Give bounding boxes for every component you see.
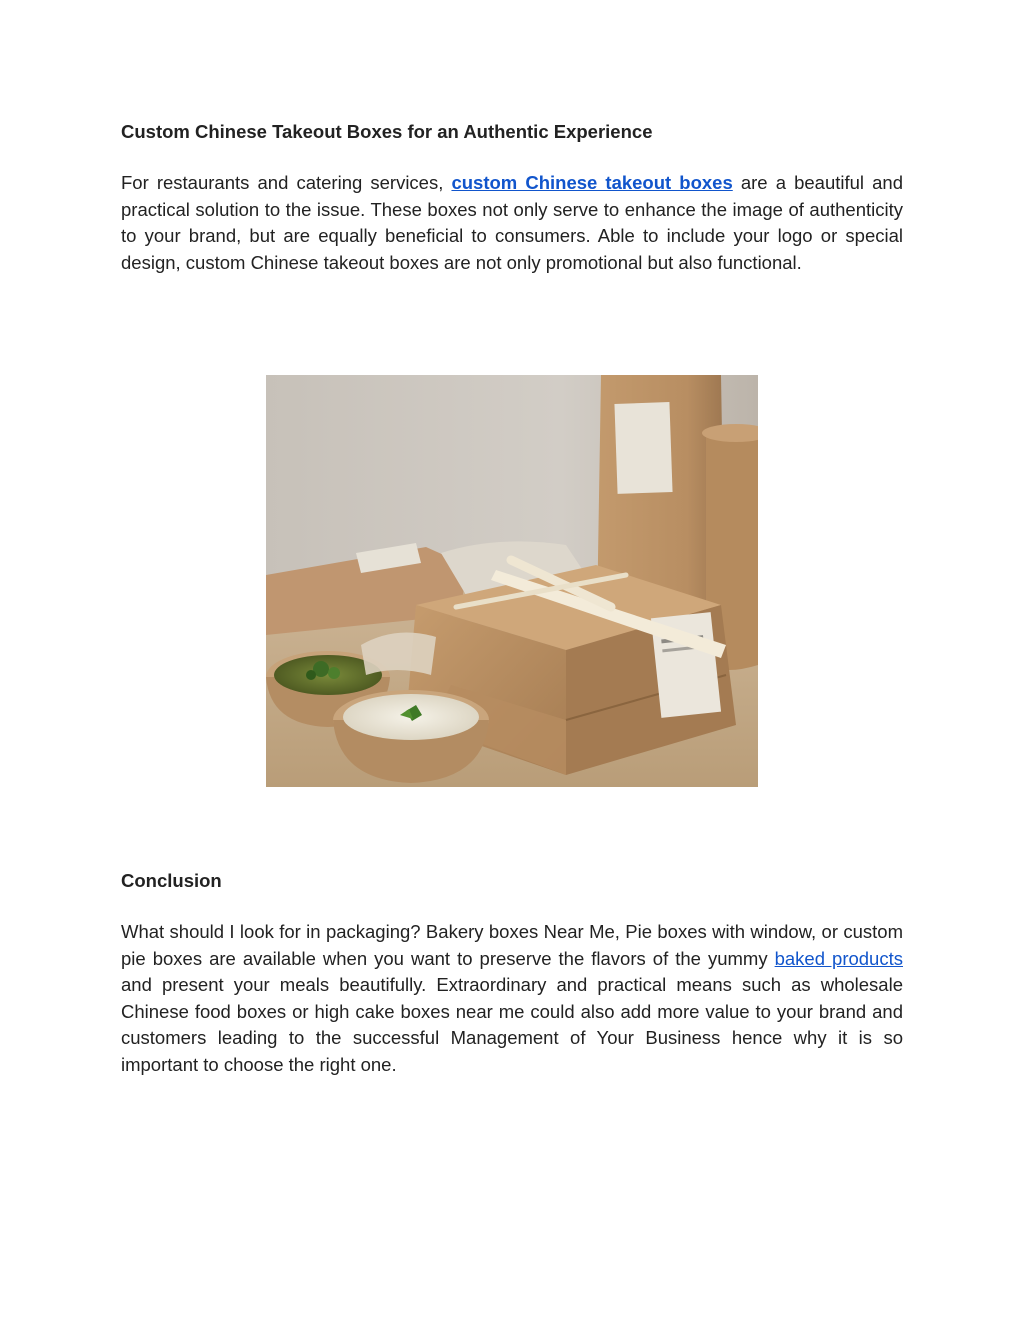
photo-tall-box-label	[614, 402, 672, 494]
paragraph-conclusion	[121, 919, 903, 1078]
section-heading-takeout: Custom Chinese Takeout Boxes for an Authentic Experience	[121, 121, 653, 142]
paragraph-text: are a beautiful and practical solution to the issue. These boxes not only serve to enhance the image of authenticity to your brand, but are equally beneficial to consumers. Able to include your logo or special design, custom Chinese takeout boxes are not only promotional but also functional.	[121, 172, 903, 273]
section-heading-conclusion: Conclusion	[121, 870, 222, 891]
baked-products-link[interactable]: baked products	[774, 947, 903, 969]
takeout-boxes-photo	[266, 375, 758, 787]
paragraph-takeout	[121, 170, 903, 276]
paragraph-text: and present your meals beautifully. Extraordinary and practical means such as wholesale Chinese food boxes or high cake boxes near me could also add more value to your brand and customers leading to the successful Management of Your Business hence why it is so important to choose the right one.	[121, 974, 903, 1075]
paragraph-text: For restaurants and catering services,	[121, 172, 452, 193]
custom-chinese-takeout-boxes-link[interactable]: custom Chinese takeout boxes	[451, 172, 733, 193]
paragraph-text: What should I look for in packaging? Bakery boxes Near Me, Pie boxes with window, or custom pie boxes are available when you want to preserve the flavors of the yummy	[121, 921, 903, 969]
